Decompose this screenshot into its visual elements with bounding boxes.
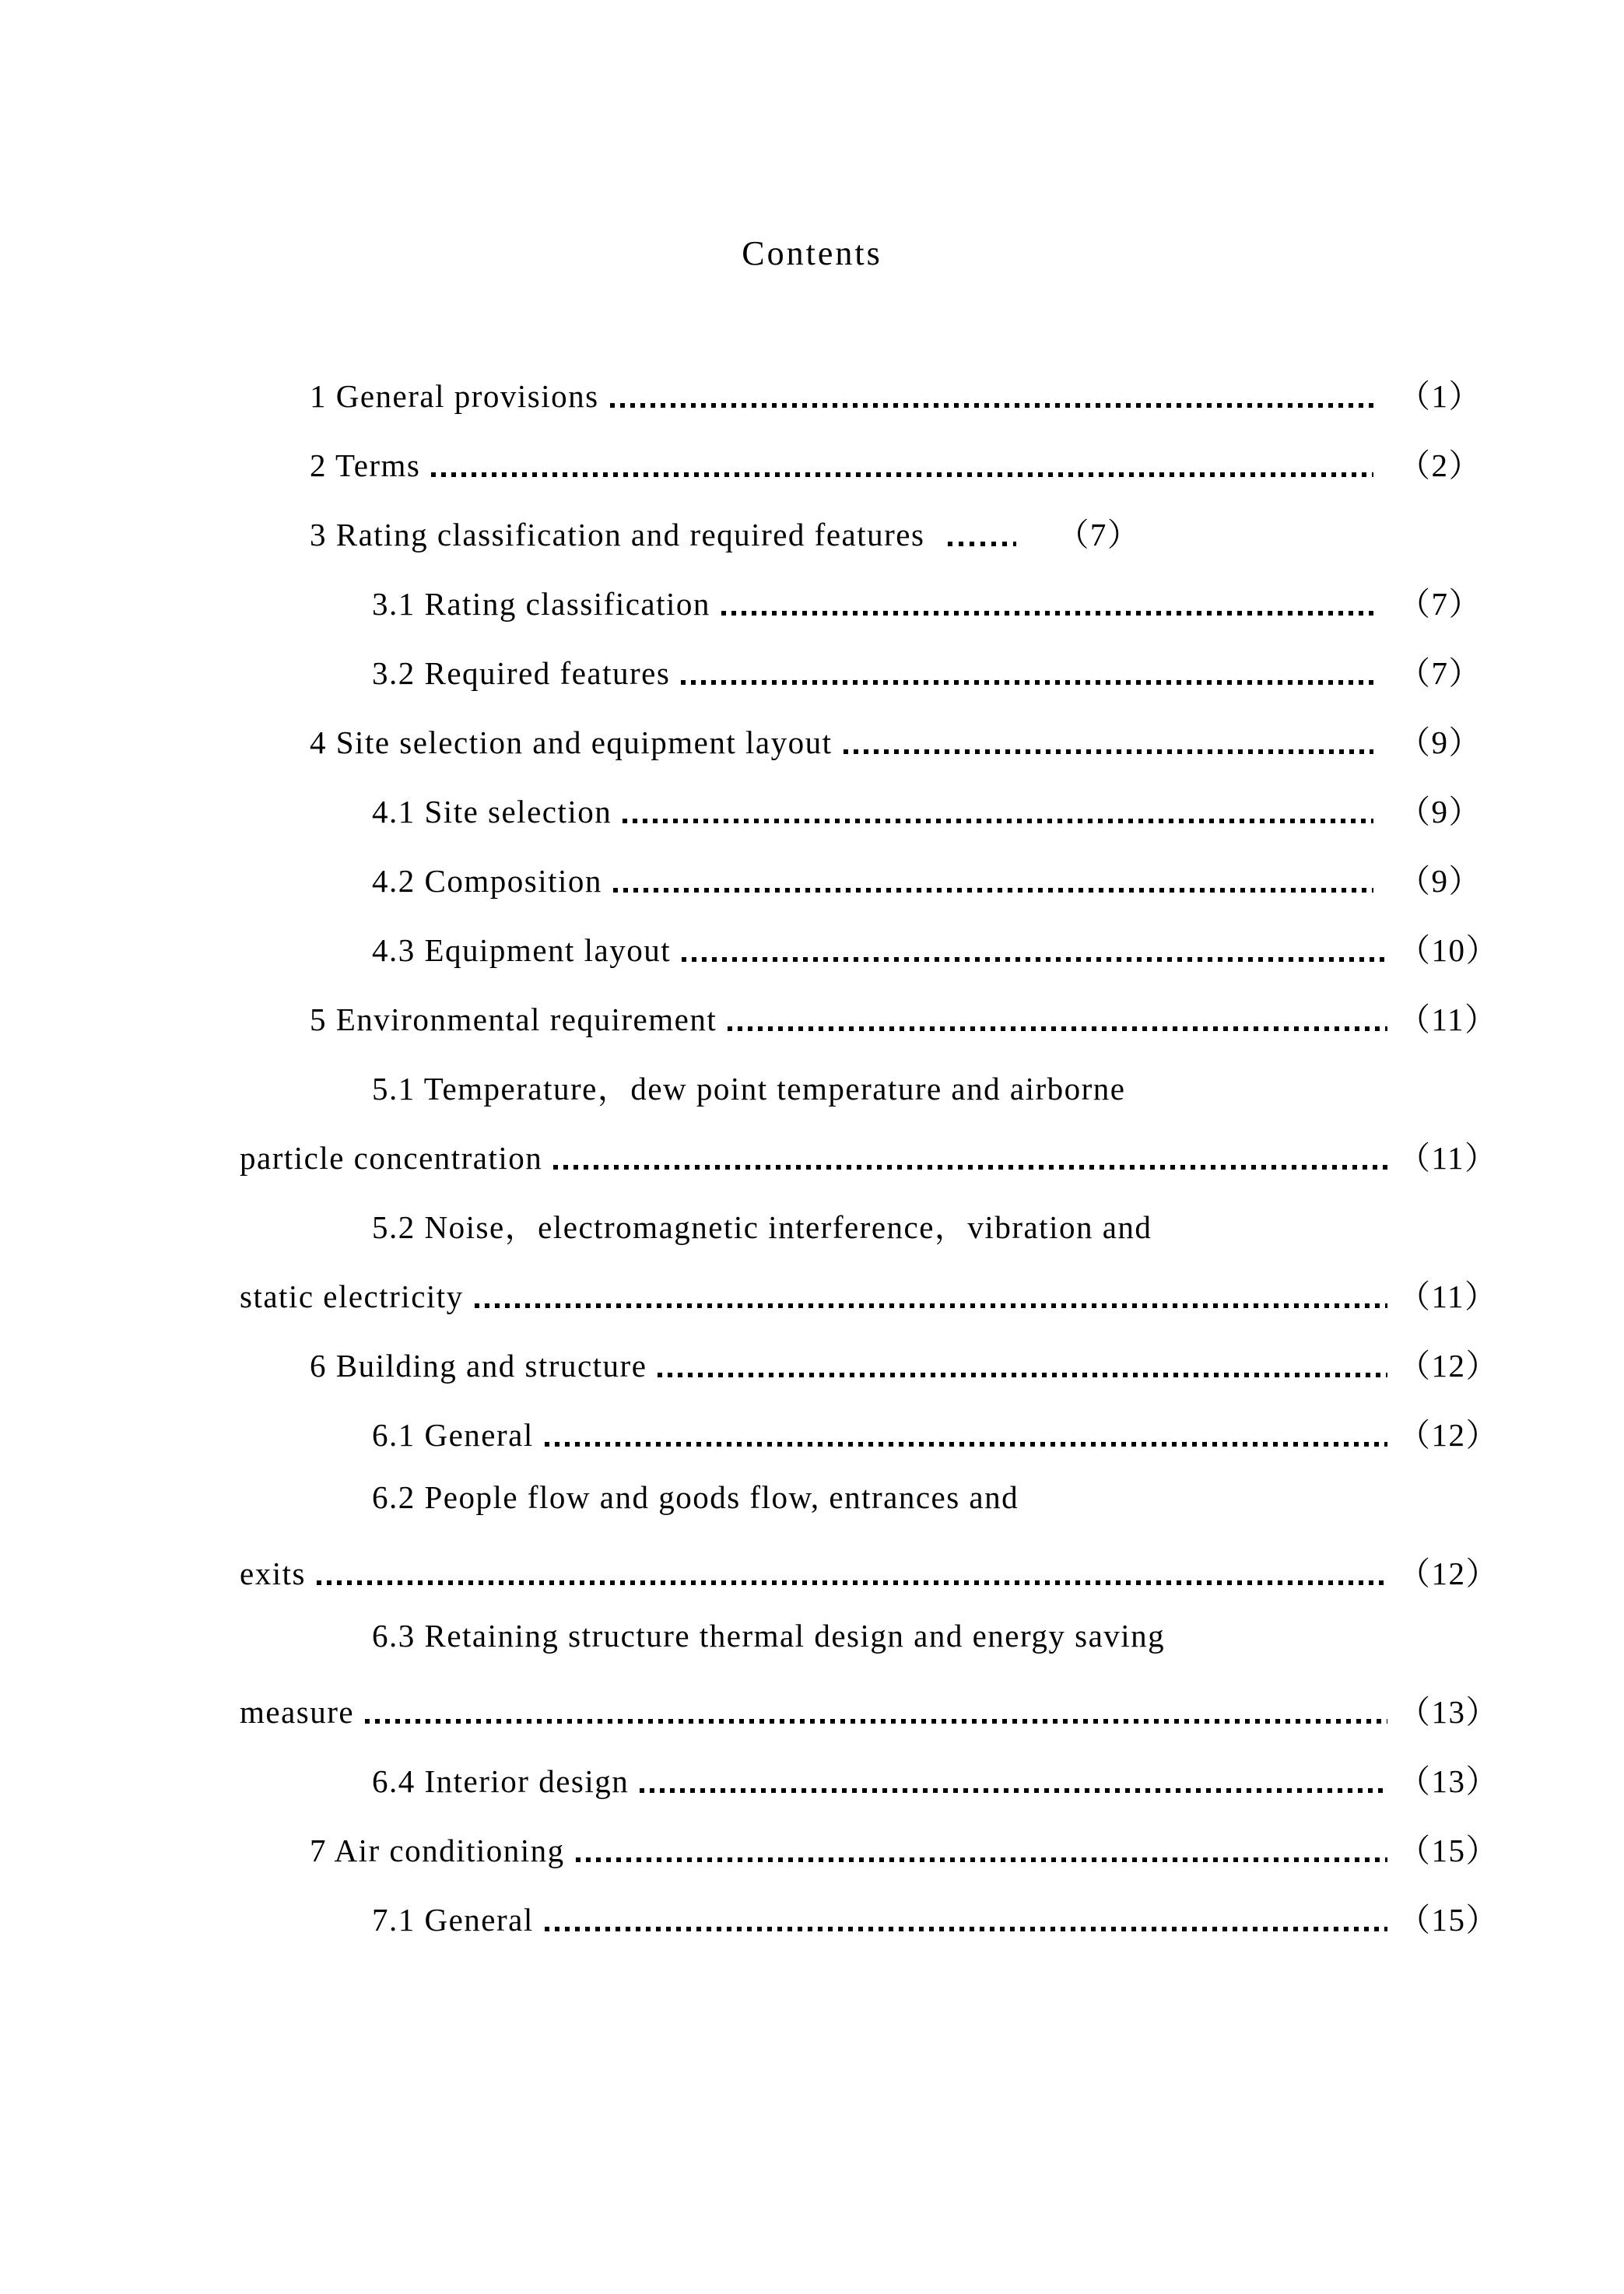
toc-entry-continuation-label: static electricity — [240, 1279, 464, 1314]
toc-entry[interactable] — [0, 1340, 1624, 1409]
toc-entry-label: 4.2 Composition — [372, 863, 602, 899]
toc-entry[interactable] — [0, 1756, 1624, 1825]
toc-entry-label: 5.1 Temperature，dew point temperature and airborne — [372, 1071, 1126, 1107]
toc-entry-line — [0, 1063, 1624, 1132]
toc-entry-line — [0, 1756, 1624, 1825]
toc-entry[interactable] — [0, 1894, 1624, 1963]
toc-entry-line — [0, 1201, 1624, 1271]
toc-entry-line — [0, 786, 1624, 855]
toc-entry-label: 6 Building and structure — [310, 1348, 647, 1384]
toc-entry-line — [0, 1409, 1624, 1478]
toc-entry-line — [0, 855, 1624, 924]
toc-entry-line — [0, 1894, 1624, 1963]
toc-entry-label: 6.4 Interior design — [372, 1763, 630, 1799]
toc-dot-leader — [613, 874, 1373, 906]
toc-entry-continuation-line — [0, 1271, 1624, 1340]
toc-dot-leader — [431, 458, 1373, 490]
toc-entry[interactable] — [0, 647, 1624, 717]
toc-entry[interactable] — [0, 1063, 1624, 1201]
toc-page-number: （7） — [1398, 655, 1482, 691]
toc-entry-label: 5 Environmental requirement — [310, 1001, 717, 1037]
toc-entry[interactable] — [0, 1478, 1624, 1617]
toc-dot-leader — [1391, 1497, 1398, 1529]
toc-entry[interactable] — [0, 578, 1624, 647]
toc-entry-continuation-label: measure — [240, 1694, 355, 1730]
toc-entry-line — [0, 578, 1624, 647]
toc-entry[interactable] — [0, 440, 1624, 509]
toc-entry[interactable] — [0, 994, 1624, 1063]
toc-entry-continuation-label: particle concentration — [240, 1140, 543, 1176]
toc-entry[interactable] — [0, 786, 1624, 855]
toc-dot-leader — [640, 1774, 1387, 1806]
toc-entry[interactable] — [0, 1409, 1624, 1478]
toc-entry[interactable] — [0, 924, 1624, 994]
toc-page-number: （11） — [1398, 1001, 1498, 1037]
toc-entry-line — [0, 1340, 1624, 1409]
toc-entry-line — [0, 370, 1624, 440]
toc-dot-leader — [1391, 1220, 1398, 1252]
toc-dot-leader — [553, 1151, 1387, 1183]
toc-dot-leader — [545, 1913, 1387, 1945]
toc-page-number: （9） — [1398, 724, 1482, 760]
toc-dot-leader — [658, 1359, 1387, 1391]
toc-entry-line — [0, 509, 1624, 578]
toc-dot-leader — [317, 1566, 1387, 1598]
toc-entry-label: 6.3 Retaining structure thermal design and energy saving — [372, 1618, 1166, 1654]
toc-entry-line — [0, 647, 1624, 717]
toc-entry[interactable] — [0, 717, 1624, 786]
toc-page-number: （9） — [1398, 794, 1482, 830]
toc-entry[interactable] — [0, 1201, 1624, 1340]
toc-entry-label: 3.1 Rating classification — [372, 586, 710, 622]
table-of-contents — [0, 370, 1624, 1963]
toc-entry-label: 4.1 Site selection — [372, 794, 612, 830]
toc-page-number: （11） — [1398, 1140, 1498, 1176]
toc-page-number: （13） — [1398, 1763, 1499, 1799]
toc-entry[interactable] — [0, 855, 1624, 924]
toc-page-number: （11） — [1398, 1279, 1498, 1314]
toc-dot-leader — [610, 389, 1373, 421]
toc-dot-leader — [948, 528, 1016, 559]
toc-dot-leader — [545, 1428, 1387, 1460]
toc-page-number: （10） — [1398, 932, 1499, 968]
toc-entry-continuation-line — [0, 1548, 1624, 1617]
toc-page-number: （12） — [1398, 1417, 1499, 1453]
toc-dot-leader — [475, 1289, 1387, 1321]
toc-dot-leader — [576, 1843, 1387, 1875]
toc-dot-leader — [1391, 1082, 1398, 1114]
toc-entry-label: 3 Rating classification and required features — [310, 517, 925, 552]
toc-entry-continuation-line — [0, 1132, 1624, 1201]
toc-page-number: （2） — [1398, 447, 1482, 483]
toc-entry-line — [0, 440, 1624, 509]
toc-entry[interactable] — [0, 1825, 1624, 1894]
toc-page-number: （15） — [1398, 1833, 1499, 1868]
toc-entry-label: 4.3 Equipment layout — [372, 932, 672, 968]
toc-page-number: （15） — [1398, 1902, 1499, 1938]
toc-page-number: （1） — [1398, 378, 1482, 414]
toc-entry-line — [0, 1478, 1624, 1548]
toc-entry-continuation-label: exits — [240, 1556, 306, 1591]
toc-entry[interactable] — [0, 370, 1624, 440]
toc-entry-line — [0, 924, 1624, 994]
toc-entry-continuation-line — [0, 1686, 1624, 1756]
toc-page-number: （12） — [1398, 1348, 1499, 1384]
toc-entry-label: 6.2 People flow and goods flow, entrances and — [372, 1479, 1019, 1515]
toc-entry-label: 1 General provisions — [310, 378, 599, 414]
toc-entry[interactable] — [0, 1617, 1624, 1756]
toc-dot-leader — [1391, 1636, 1398, 1668]
toc-page-number: （12） — [1398, 1556, 1499, 1591]
toc-page-number: （7） — [1057, 517, 1141, 552]
toc-entry-label: 3.2 Required features — [372, 655, 671, 691]
toc-dot-leader — [844, 735, 1373, 767]
toc-entry-line — [0, 717, 1624, 786]
toc-dot-leader — [623, 805, 1373, 837]
toc-entry-label: 7 Air conditioning — [310, 1833, 565, 1868]
page-title: Contents — [742, 234, 882, 272]
toc-page-number: （13） — [1398, 1694, 1499, 1730]
toc-dot-leader — [682, 943, 1387, 975]
toc-entry-label: 7.1 General — [372, 1902, 534, 1938]
toc-entry-label: 4 Site selection and equipment layout — [310, 724, 833, 760]
toc-entry-label: 5.2 Noise，electromagnetic interference，vibration and — [372, 1209, 1152, 1245]
toc-entry-label: 2 Terms — [310, 447, 421, 483]
toc-dot-leader — [681, 666, 1373, 698]
toc-dot-leader — [721, 597, 1373, 629]
toc-page-number: （9） — [1398, 863, 1482, 899]
toc-dot-leader — [365, 1705, 1387, 1737]
toc-entry[interactable] — [0, 509, 1624, 578]
toc-entry-line — [0, 1617, 1624, 1686]
toc-entry-label: 6.1 General — [372, 1417, 534, 1453]
toc-entry-line — [0, 994, 1624, 1063]
toc-page-number: （7） — [1398, 586, 1482, 622]
toc-entry-line — [0, 1825, 1624, 1894]
toc-dot-leader — [728, 1012, 1387, 1044]
